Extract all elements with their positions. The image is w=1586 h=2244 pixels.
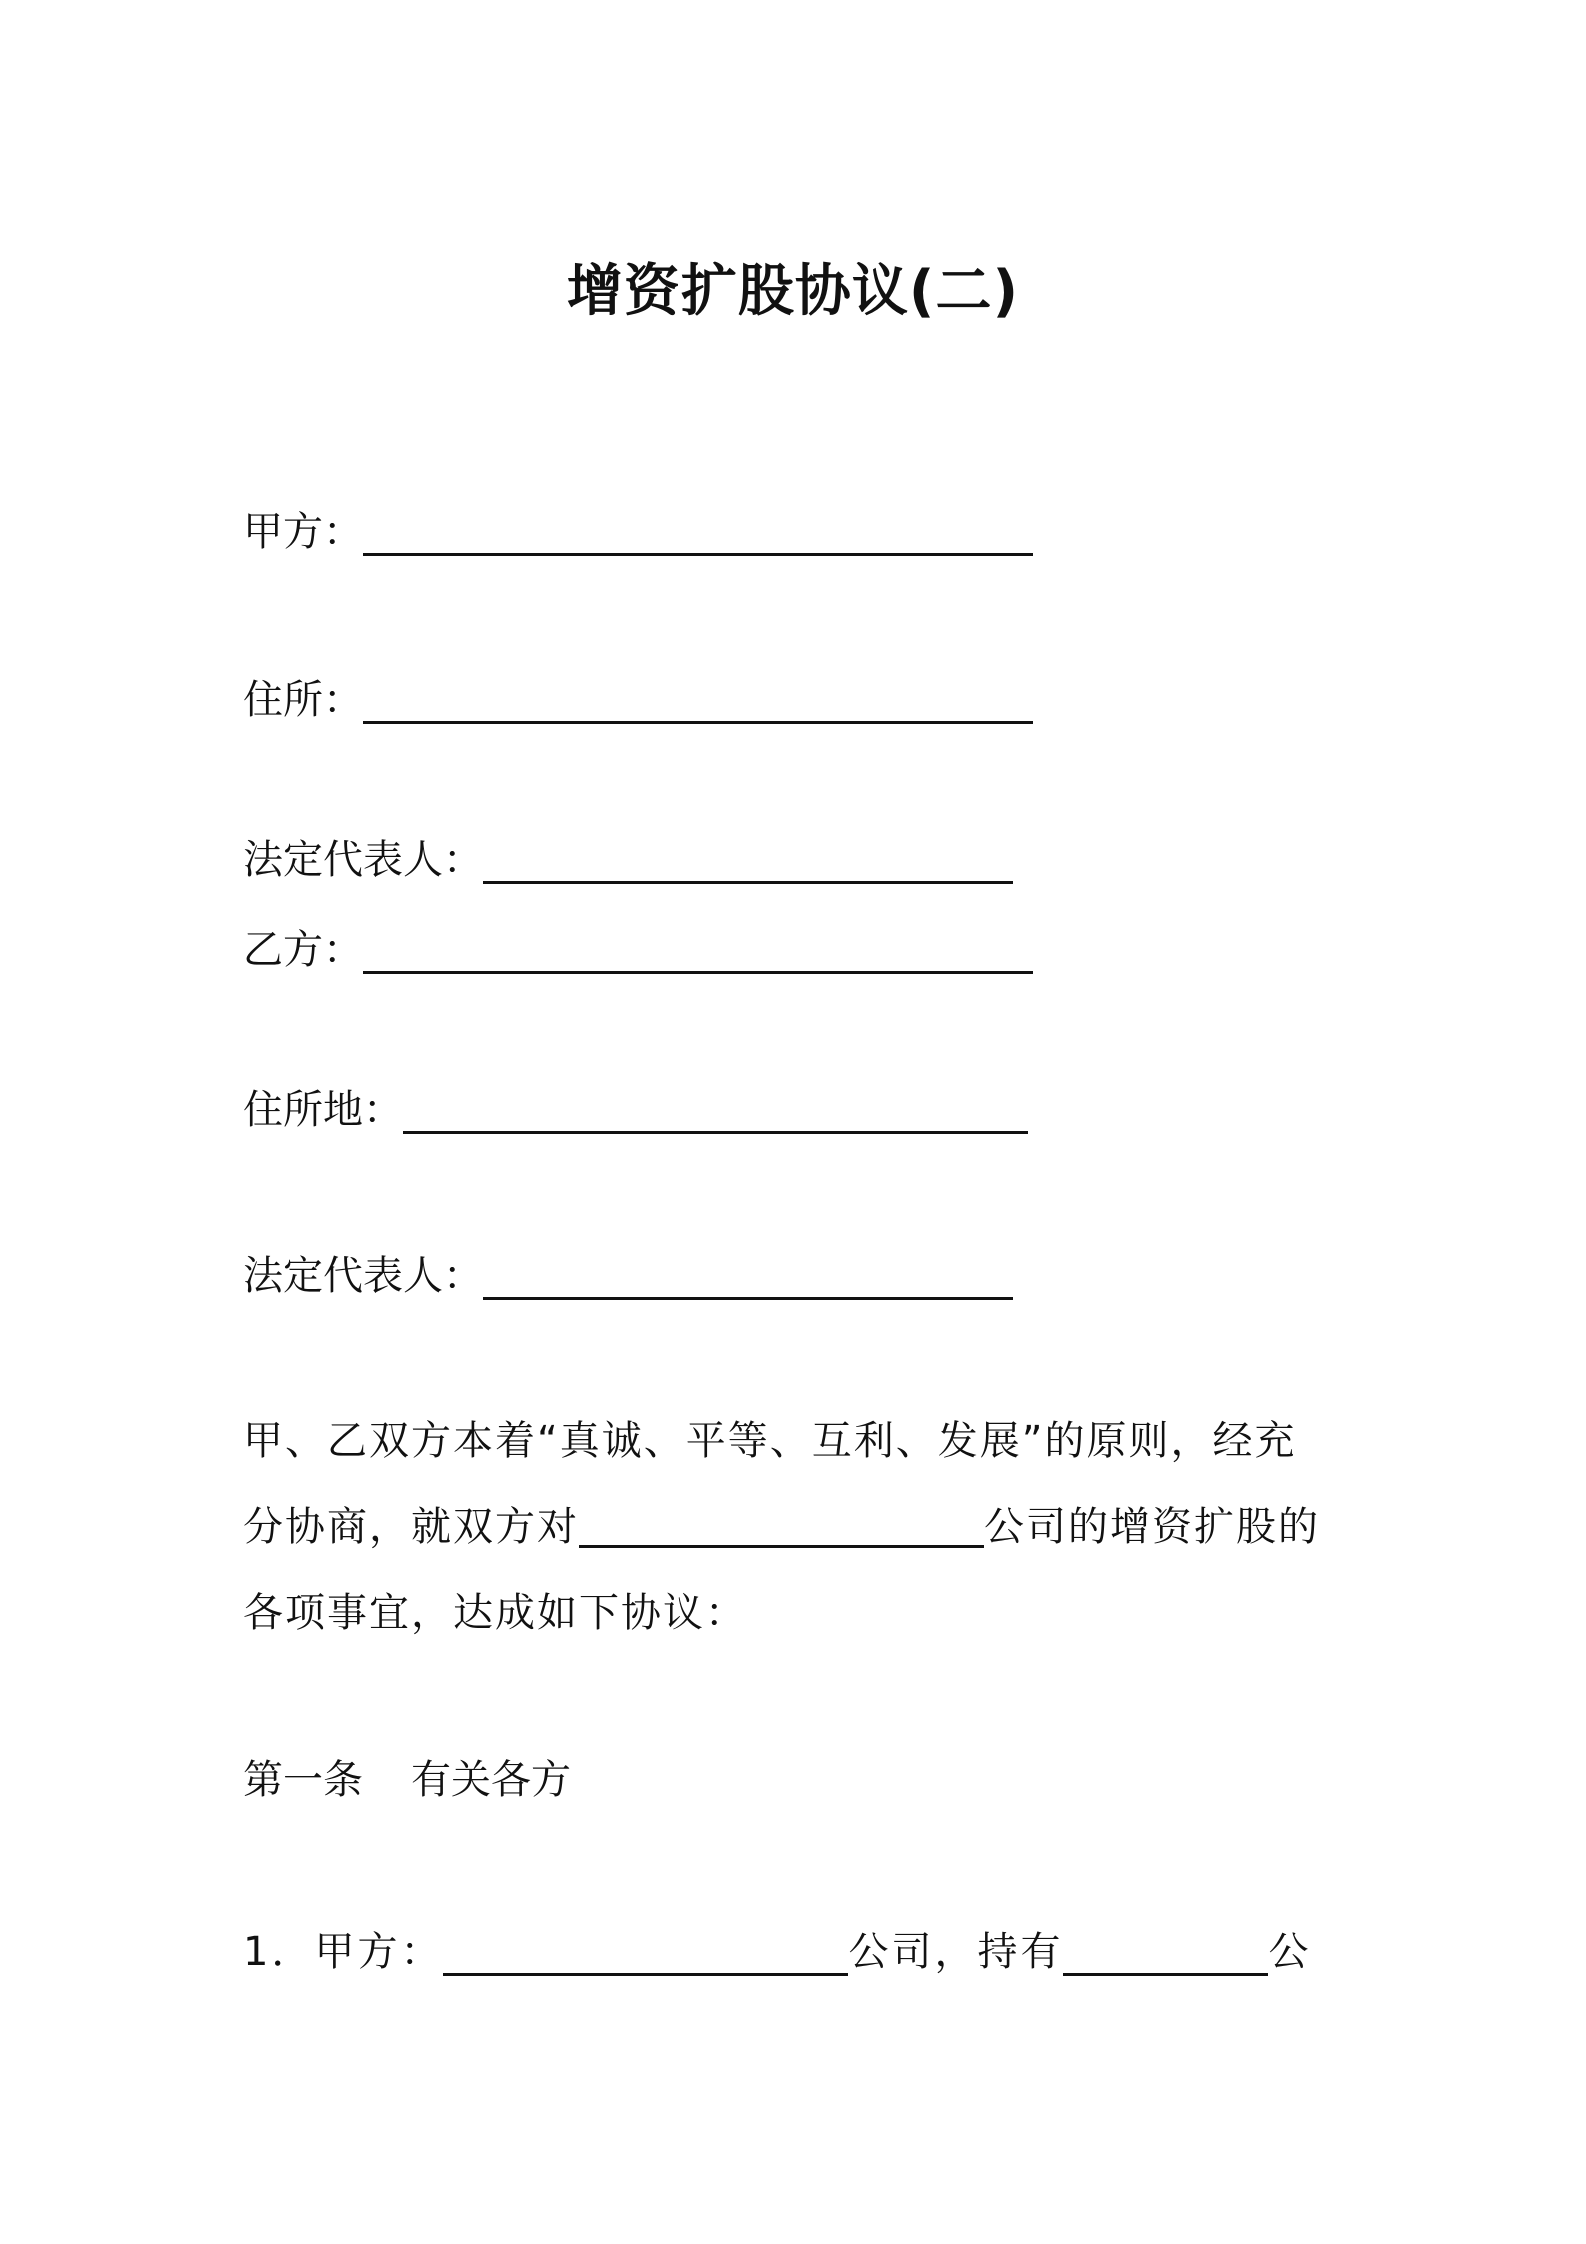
party-b-label: 乙方：	[243, 927, 363, 973]
item-1-mid: 公司，持有	[848, 1929, 1064, 1975]
party-a-label: 甲方：	[243, 509, 363, 555]
article-1-number: 第一条	[243, 1757, 363, 1803]
address-b-blank[interactable]	[403, 1091, 1028, 1134]
item-1	[243, 1922, 1353, 1982]
preamble-line-3-text: 各项事宜，达成如下协议：	[243, 1590, 747, 1636]
preamble-line-2	[243, 1484, 1353, 1570]
address-b-label: 住所地：	[243, 1087, 403, 1133]
preamble-line-1	[243, 1398, 1353, 1484]
item-1-prefix: 1．甲方：	[243, 1929, 444, 1975]
address-label: 住所：	[243, 677, 363, 723]
preamble-line-3	[243, 1570, 1353, 1656]
item-1-company-blank[interactable]	[443, 1933, 848, 1976]
preamble-line-2-post: 公司的增资扩股的	[984, 1504, 1320, 1550]
legal-rep-b-blank[interactable]	[483, 1257, 1013, 1300]
legal-rep-b-label: 法定代表人：	[243, 1253, 483, 1299]
party-b-blank[interactable]	[363, 931, 1033, 974]
address-field	[243, 670, 1033, 730]
article-1-title: 有关各方	[411, 1757, 571, 1803]
preamble-line-1-text: 甲、乙双方本着“真诚、平等、互利、发展”的原则，经充	[243, 1418, 1297, 1464]
legal-rep-a-blank[interactable]	[483, 841, 1013, 884]
preamble-paragraph	[243, 1398, 1353, 1656]
legal-rep-a-field	[243, 830, 1013, 890]
address-blank[interactable]	[363, 681, 1033, 724]
item-1-shares-blank[interactable]	[1063, 1933, 1268, 1976]
item-1-suffix: 公	[1268, 1929, 1312, 1975]
preamble-line-2-pre: 分协商，就双方对	[243, 1504, 579, 1550]
company-name-blank[interactable]	[579, 1505, 984, 1548]
legal-rep-b-field	[243, 1246, 1013, 1306]
party-a-blank[interactable]	[363, 513, 1033, 556]
article-1-heading	[243, 1750, 571, 1810]
legal-rep-a-label: 法定代表人：	[243, 837, 483, 883]
address-b-field	[243, 1080, 1028, 1140]
party-b-field	[243, 920, 1033, 980]
party-a-field	[243, 502, 1033, 562]
document-title: 增资扩股协议(二)	[566, 259, 1020, 324]
